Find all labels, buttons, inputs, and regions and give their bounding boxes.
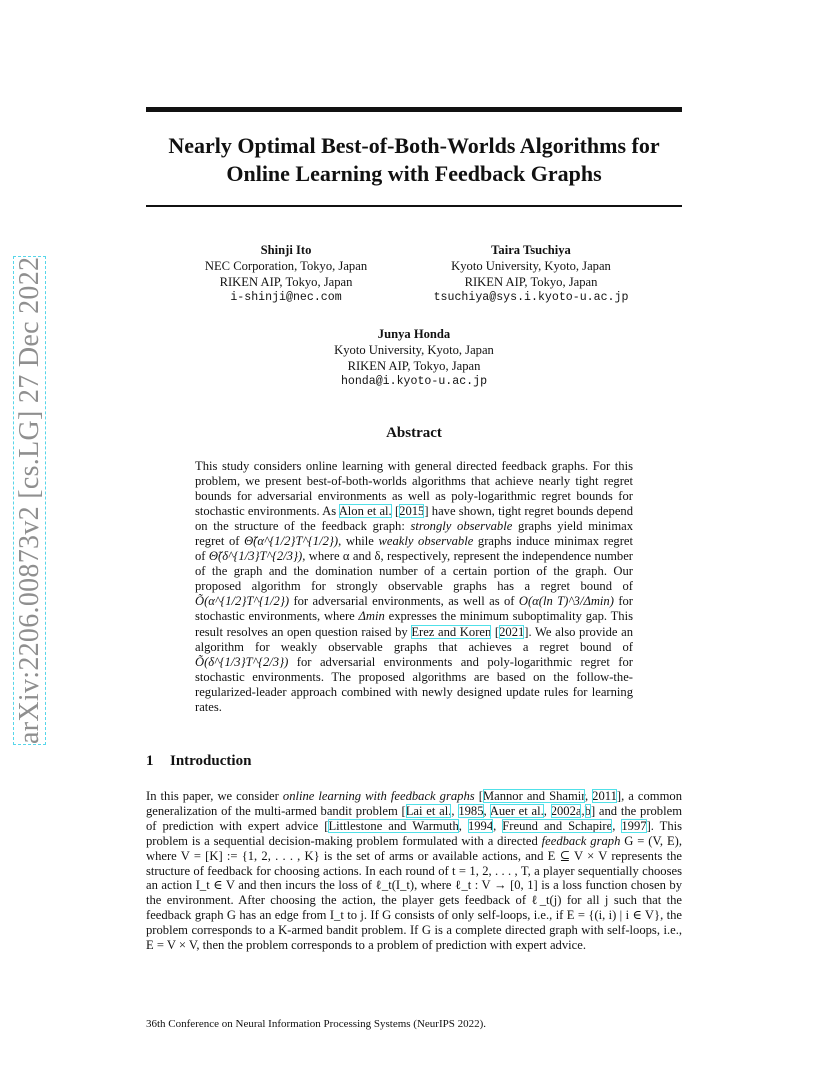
abstract-text: , while: [338, 534, 379, 549]
abstract-heading: Abstract: [386, 425, 442, 441]
body-text: ] and the problem of prediction with expert advice [: [146, 803, 682, 833]
abstract-text: graphs induce minimax regret of: [195, 534, 633, 564]
citation-link[interactable]: Mannor and Shamir: [482, 789, 585, 803]
emphasis-text: feedback graph: [541, 833, 621, 848]
emphasis-text: weakly observable: [378, 534, 474, 549]
author-block: [304, 326, 524, 390]
conference-footnote: 36th Conference on Neural Information Processing Systems (NeurIPS 2022).: [146, 1018, 487, 1030]
emphasis-text: strongly observable: [410, 519, 513, 534]
author-block: [420, 242, 642, 306]
abstract-paragraph: This study considers online learning with general directed feedback graphs. For this problem, we present best-of-both-worlds algorithms that achieve nearly tight regret bounds for adversarial environments as well as poly-logarithmic regret bounds for stochastic environments. As Alon et al. [2015] have shown, tight regret bounds depend on the structure of the feedback graph: strongly observable graphs yield minimax regret of Θ̃(α^{1/2}T^{1/2}), while weakly observable graphs induce minimax regret of Θ̃(δ^{1/3}T^{2/3}), where α and δ, respectively, represent the independence number of the graph and the domination number of a certain portion of the graph. Our proposed algorithm for strongly observable graphs has a regret bound of Õ(α^{1/2}T^{1/2}) for adversarial environments, as well as of O(α(ln T)^3/Δmin) for stochastic environments, where Δmin expresses the minimum suboptimality gap. This result resolves an open question raised by Erez and Koren [2021]. We also provide an algorithm for weakly observable graphs that achieves a regret bound of Õ(δ^{1/3}T^{2/3}) for adversarial environments and poly-logarithmic regret for stochastic environments. The proposed algorithms are based on the follow-the-regularized-leader approach combined with newly designed update rules for learning rates.: [195, 459, 634, 714]
abstract-text: for stochastic environments, where: [195, 594, 634, 624]
section-number: 1: [146, 753, 154, 769]
author-email: i-shinji@nec.com: [230, 291, 342, 304]
introduction-body: [146, 789, 682, 953]
section-title: Introduction: [170, 753, 252, 769]
citation-year-link[interactable]: 2021: [499, 624, 525, 639]
math-expression: Θ̃(α^{1/2}T^{1/2}): [244, 534, 339, 549]
author-email: honda@i.kyoto-u.ac.jp: [340, 375, 488, 388]
abstract-text: expresses the minimum suboptimality gap. This result resolves an open question raised by: [195, 609, 633, 639]
citation-year-link[interactable]: 2002a: [550, 803, 582, 818]
math-expression: Θ̃(δ^{1/3}T^{2/3}): [208, 549, 303, 564]
author-affiliation: Kyoto University, Kyoto, Japan: [451, 259, 611, 273]
citation-year-link[interactable]: 1997: [621, 818, 647, 833]
citation-year-link[interactable]: 2015: [399, 504, 425, 519]
citation-link[interactable]: Alon et al.: [338, 504, 392, 519]
math-expression: Õ(α^{1/2}T^{1/2}): [195, 594, 290, 609]
abstract-text: graphs yield minimax regret of: [195, 519, 633, 549]
author-affiliation: RIKEN AIP, Tokyo, Japan: [347, 359, 481, 373]
author-affiliation: RIKEN AIP, Tokyo, Japan: [219, 275, 353, 289]
body-text: ], a common generalization of the multi-armed bandit problem [: [146, 789, 682, 818]
emphasis-text: online learning with feedback graphs: [282, 789, 475, 803]
author-name: Shinji Ito: [260, 243, 312, 257]
body-text: [: [474, 789, 483, 803]
abstract-text: have shown, tight regret bounds depend on the structure of the feedback graph:: [195, 504, 633, 534]
math-expression: Õ(δ^{1/3}T^{2/3}): [195, 654, 289, 669]
abstract-text: for adversarial environments and poly-logarithmic regret for stochastic environments. The proposed algorithms are based on the follow-the-regularized-leader approach combined with newly designed update rules for learning rates.: [195, 654, 633, 714]
body-text: G = (V, E), where V = [K] := {1, 2, . . . , K} is the set of arms or available actions, and E ⊆ V × V represents the structure of feedback for choosing actions. In each round of t = 1, 2, . . . , T, a player sequentially chooses an action I_t ∈ V and then incurs the loss of ℓ_t(I_t), where ℓ_t : V → [0, 1] is a loss function chosen by the environment. After choosing the action, the player gets feedback of ℓ_t(j) for all j such that the feedback graph G has an edge from I_t to j. If G consists of only self-loops, i.e., if E = {(i, i) | i ∈ V}, the problem corresponds to a K-armed bandit problem. If G is a complete directed graph with self-loops, i.e., E = V × V, then the problem corresponds to a problem of prediction with expert advice.: [146, 833, 682, 953]
body-text: ]. This problem is a sequential decision-making problem formulated with a directed: [146, 818, 683, 848]
section-heading-introduction: [146, 753, 682, 770]
author-name: Junya Honda: [377, 327, 451, 341]
author-block: [176, 242, 396, 306]
citation-year-link[interactable]: 2011: [592, 789, 617, 803]
arxiv-identifier-text: arXiv:2206.00873v2 [cs.LG] 27 Dec 2022: [14, 256, 45, 744]
title-line-2: Online Learning with Feedback Graphs: [226, 161, 602, 186]
abstract-text: for adversarial environments, as well as of: [289, 594, 519, 609]
title-top-rule: [146, 107, 682, 112]
citation-year-link[interactable]: b: [584, 803, 591, 818]
paper-title: [146, 132, 682, 188]
citation-year-link[interactable]: 1985: [458, 803, 484, 818]
citation-link[interactable]: Freund and Schapire: [502, 818, 613, 833]
introduction-paragraph: In this paper, we consider online learning with feedback graphs [Mannor and Shamir, 2011], a common generalization of the multi-armed bandit problem [Lai et al., 1985, Auer et al., 2002a,b] and the problem of prediction with expert advice [Littlestone and Warmuth, 1994, Freund and Schapire, 1997]. This problem is a sequential decision-making problem formulated with a directed feedback graph G = (V, E), where V = [K] := {1, 2, . . . , K} is the set of arms or available actions, and E ⊆ V × V represents the structure of feedback for choosing actions. In each round of t = 1, 2, . . . , T, a player sequentially chooses an action I_t ∈ V and then incurs the loss of ℓ_t(I_t), where ℓ_t : V → [0, 1] is a loss function chosen by the environment. After choosing the action, the player gets feedback of ℓ_t(j) for all j such that the feedback graph G has an edge from I_t to j. If G consists of only self-loops, i.e., if E = {(i, i) | i ∈ V}, the problem corresponds to a K-armed bandit problem. If G is a complete directed graph with self-loops, i.e., E = V × V, then the problem corresponds to a problem of prediction with expert advice.: [146, 789, 683, 953]
citation-link[interactable]: Erez and Koren: [411, 624, 492, 639]
math-expression: Δmin: [358, 609, 385, 624]
citation-year-link[interactable]: 1994: [467, 818, 494, 833]
author-name: Taira Tsuchiya: [491, 243, 571, 257]
title-bottom-rule: [146, 205, 682, 207]
math-expression: O(α(ln T)^3/Δmin): [518, 594, 614, 609]
body-text: In this paper, we consider: [146, 789, 283, 803]
citation-link[interactable]: Lai et al.: [405, 803, 452, 818]
author-affiliation: NEC Corporation, Tokyo, Japan: [204, 259, 368, 273]
author-affiliation: RIKEN AIP, Tokyo, Japan: [464, 275, 598, 289]
author-email: tsuchiya@sys.i.kyoto-u.ac.jp: [433, 291, 629, 304]
abstract-text: This study considers online learning with general directed feedback graphs. For this problem, we present best-of-both-worlds algorithms that achieve nearly tight regret bounds for adversarial environments as well as poly-logarithmic regret bounds for stochastic environments. As: [195, 459, 633, 519]
citation-link[interactable]: Littlestone and Warmuth: [328, 818, 459, 833]
title-line-1: Nearly Optimal Best-of-Both-Worlds Algorithms for: [168, 133, 660, 158]
arxiv-identifier-link[interactable]: [14, 234, 46, 744]
citation-link[interactable]: Auer et al.: [489, 803, 544, 818]
abstract-body: [195, 459, 633, 715]
author-affiliation: Kyoto University, Kyoto, Japan: [334, 343, 494, 357]
abstract-text: . We also provide an algorithm for weakly observable graphs that achieves a regret bound of: [195, 624, 634, 654]
abstract-text: , where α and δ, respectively, represent the independence number of the graph and the domination number of a certain portion of the graph. Our proposed algorithm for strongly observable graphs has a regret bound of: [195, 549, 634, 594]
